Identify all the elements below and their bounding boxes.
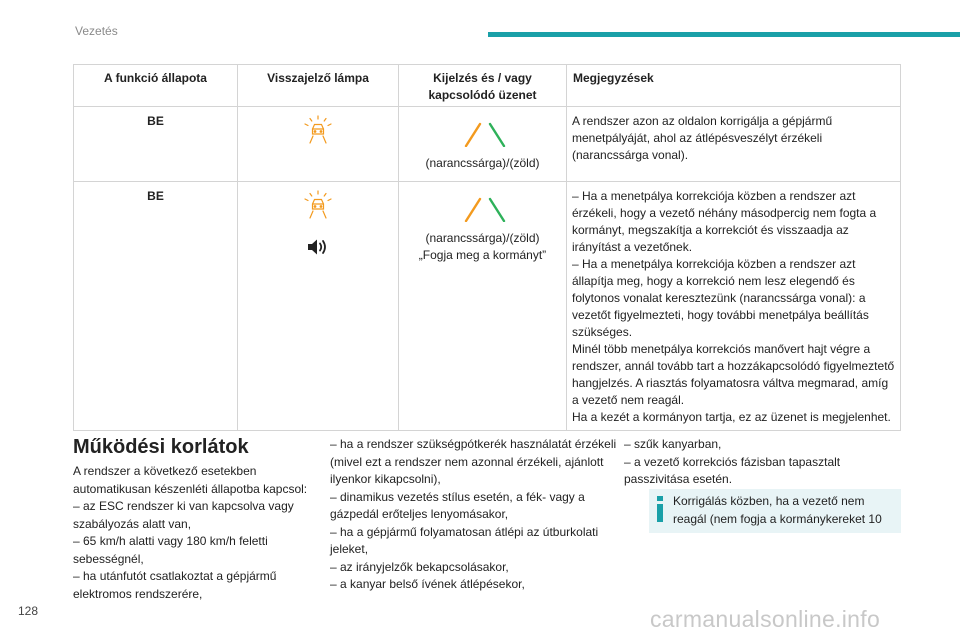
table-row — [74, 182, 901, 431]
list-item: – ha a gépjármű folyamatosan átlépi az útburkolati jeleket, — [330, 524, 599, 556]
note-paragraph: Minél több menetpálya korrekciós manővert hajt végre a rendszer, annál tovább tart a hozzákapcsolódó figyelmeztető hangjelzés. A riasztás folyamatosra váltva megmarad, amíg a vezető nem reagál. — [572, 342, 895, 407]
header-notes: Megjegyzések — [567, 65, 901, 107]
header-state: A funkció állapota — [74, 65, 238, 107]
list-item: – a vezető korrekciós fázisban tapasztalt passzivitása esetén. — [624, 454, 841, 486]
list-item: – dinamikus vezetés stílus esetén, a fék- vagy a gázpedál erőteljes lenyomásakor, — [330, 489, 585, 521]
header-accent-bar — [488, 32, 960, 37]
row-notes: A rendszer azon az oldalon korrigálja a gépjármű menetpályáját, ahol az átlépésveszélyt érzékeli (narancssárga vonal). — [567, 107, 901, 182]
paragraph: A rendszer a következő esetekben automatikusan készenléti állapotba kapcsol: — [73, 464, 308, 496]
row-state: BE — [74, 182, 238, 431]
list-item: – 65 km/h alatti vagy 180 km/h feletti sebességnél, — [73, 534, 268, 566]
header-lamp: Visszajelző lámpa — [238, 65, 399, 107]
note-paragraph: – Ha a menetpálya korrekciója közben a rendszer azt állapítja meg, hogy a korrekció nem lesz elegendő és folytonos vonalat keresztezünk (narancssárga vonal): a vezetőt figyelmezteti, hogy további menetpálya beállítás szükséges. — [572, 257, 869, 339]
info-text: Korrigálás közben, ha a vezető nem reagál (nem fogja a kormánykereket 10 — [673, 494, 882, 526]
list-item: – ha a rendszer szükségpótkerék használatát érzékeli (mivel ezt a rendszer nem azonnal érzékeli, ajánlott ilyenkor kikapcsolni), — [330, 437, 617, 486]
note-paragraph: – Ha a menetpálya korrekciója közben a rendszer azt érzékeli, hogy a vezető néhány másodpercig nem fogta a kormányt, megszakítja a korrekciót és visszaadja az irányítást a vezetőnek. — [572, 189, 877, 254]
watermark: carmanualsonline.info — [650, 606, 881, 632]
speaker-icon — [306, 237, 330, 257]
section-heading: Működési korlátok — [73, 436, 249, 458]
list-item: – szűk kanyarban, — [624, 437, 722, 451]
display-caption: (narancssárga)/(zöld) — [425, 231, 540, 245]
text-column-2 — [330, 436, 620, 594]
list-item: – az ESC rendszer ki van kapcsolva vagy szabályozás alatt van, — [73, 499, 294, 531]
list-item: – a kanyar belső ívének átlépésekor, — [330, 577, 525, 591]
page-number: 128 — [18, 604, 39, 618]
header-display: Kijelzés és / vagy kapcsolódó üzenet — [399, 65, 567, 107]
table-row — [74, 107, 901, 182]
page-section-title: Vezetés — [75, 24, 118, 38]
display-caption: (narancssárga)/(zöld) — [425, 156, 540, 170]
lane-keep-assist-icon — [302, 115, 334, 150]
row-state: BE — [74, 107, 238, 182]
list-item: – ha utánfutót csatlakoztat a gépjármű elektromos rendszerére, — [73, 569, 277, 601]
display-message: „Fogja meg a kormányt” — [418, 248, 547, 262]
lane-lines-icon — [448, 121, 518, 147]
lane-lines-icon — [448, 196, 518, 222]
function-state-table — [73, 64, 901, 431]
row-notes — [567, 182, 901, 431]
list-item: – az irányjelzők bekapcsolásakor, — [330, 559, 509, 574]
lane-keep-assist-icon — [302, 190, 334, 225]
info-icon — [653, 495, 667, 523]
text-column-1 — [73, 463, 323, 603]
table-header-row — [74, 65, 901, 107]
note-paragraph: Ha a kezét a kormányon tartja, ez az üzenet is megjelenhet. — [572, 410, 891, 424]
info-box — [649, 489, 901, 533]
text-column-3 — [624, 436, 904, 489]
